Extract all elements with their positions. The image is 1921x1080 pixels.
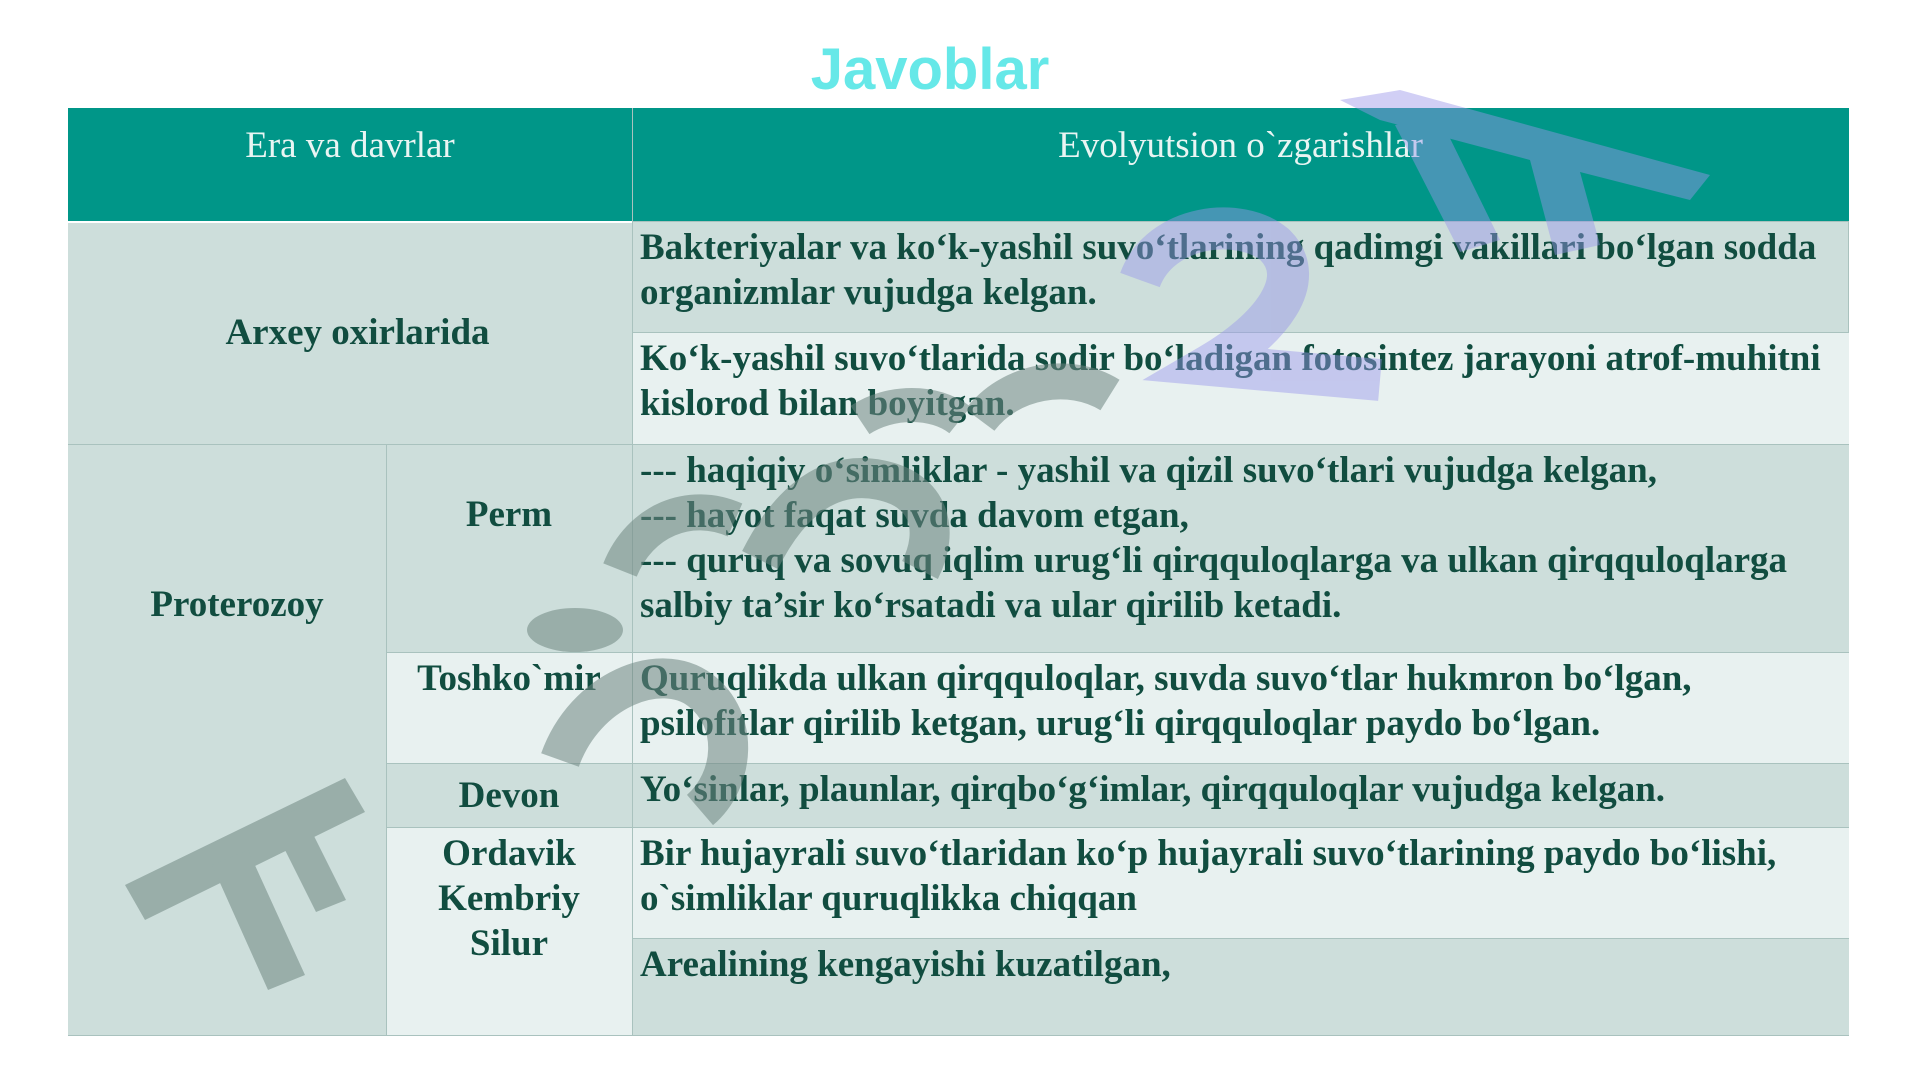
grid-line [386,827,1849,828]
period-devon: Devon [386,763,632,827]
grid-line [386,652,1849,653]
period-perm: Perm [386,444,632,652]
grid-line [68,444,1849,445]
page-title: Javoblar [810,37,1050,102]
era-proterozoy: Proterozoy [68,444,386,1036]
perm-description: --- haqiqiy o‘simliklar - yashil va qizil suvo‘tlari vujudga kelgan, --- hayot faqat suvda davom etgan, --- quruq va sovuq iqlim urug‘li qirqquloqlarga va ulkan qirqquloqlarga salbiy ta’sir ko‘rsatadi va ular qirilib ketadi. [632,444,1849,652]
arxey-row-1: Bakteriyalar va ko‘k-yashil suvo‘tlarining qadimgi vakillari bo‘lgan sodda organizmlar vujudga kelgan. [632,221,1849,332]
grid-line [632,332,1849,333]
grid-line [1848,221,1849,332]
grid-line [386,763,1849,764]
grid-line [632,221,1849,222]
header-changes: Evolyutsion o`zgarishlar [632,108,1849,221]
grid-line [68,1035,1849,1036]
grid-line [632,938,1849,939]
arxey-row-2: Ko‘k-yashil suvo‘tlarida sodir bo‘ladigan fotosintez jarayoni atrof-muhitni kislorod bilan boyitgan. [632,332,1849,444]
grid-line [68,221,632,223]
grid-line [386,444,387,1036]
devon-description: Yo‘sinlar, plaunlar, qirqbo‘g‘imlar, qirqquloqlar vujudga kelgan. [632,763,1849,827]
header-era: Era va davrlar [68,108,632,221]
era-arxey: Arxey oxirlarida [68,221,632,444]
period-toshkomir: Toshko`mir [386,652,632,763]
ordavik-description-1: Bir hujayrali suvo‘tlaridan ko‘p hujayrali suvo‘tlarining paydo bo‘lishi, o`simliklar quruqlikka chiqqan [632,827,1849,938]
grid-line [632,108,633,1036]
toshkomir-description: Quruqlikda ulkan qirqquloqlar, suvda suvo‘tlar hukmron bo‘lgan, psilofitlar qirilib ketgan, urug‘li qirqquloqlar paydo bo‘lgan. [632,652,1849,763]
period-ordavik-kembriy-silur: Ordavik Kembriy Silur [386,827,632,1036]
ordavik-description-2: Arealining kengayishi kuzatilgan, [632,938,1849,1036]
